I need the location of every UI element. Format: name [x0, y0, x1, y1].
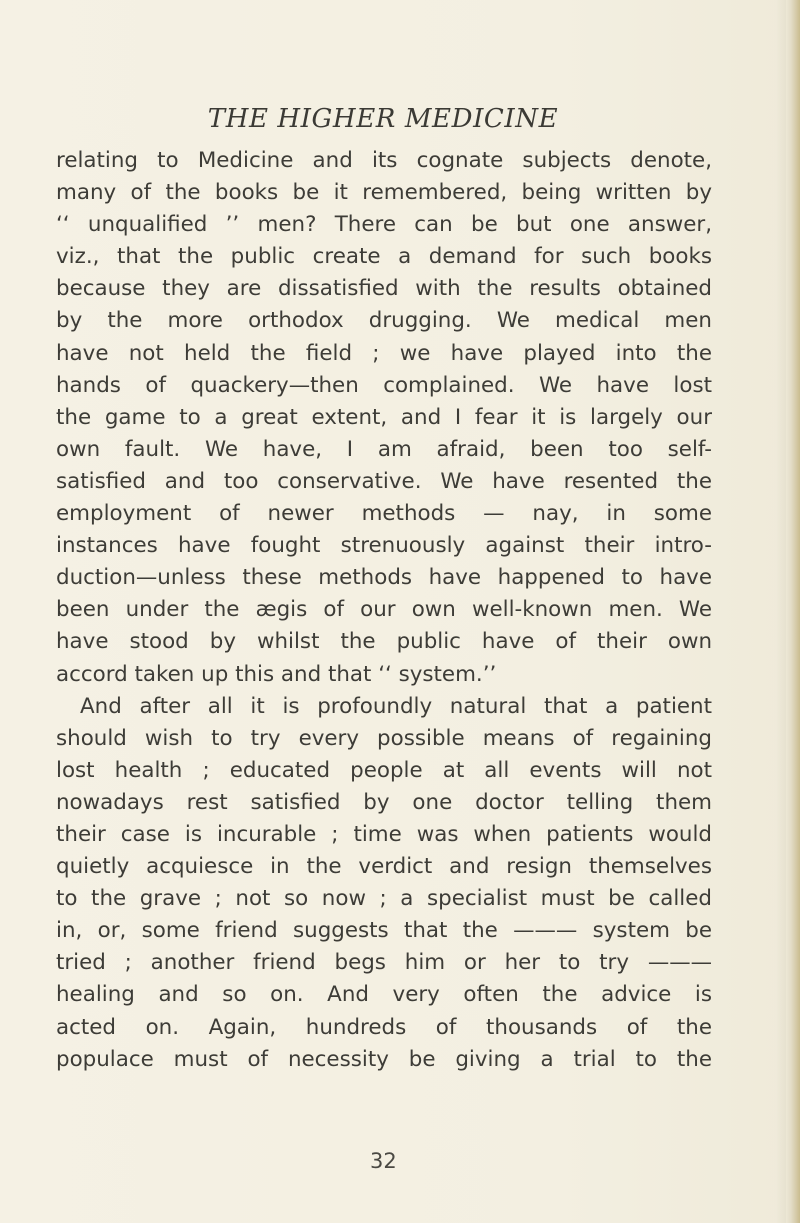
text-line: quietly acquiesce in the verdict and resign themselves: [56, 854, 712, 880]
text-line: employment of newer methods — nay, in some: [56, 501, 712, 527]
text-line: accord taken up this and that ‘‘ system.’’: [56, 661, 497, 687]
text-line: acted on. Again, hundreds of thousands of the: [56, 1014, 712, 1040]
text-line: in, or, some friend suggests that the ——— system be: [56, 918, 712, 944]
text-line: many of the books be it remembered, being written by: [56, 180, 712, 206]
body-text: [56, 145, 712, 1076]
text-line: been under the ægis of our own well-known men. We: [56, 597, 712, 623]
text-line: And after all it is profoundly natural that a patient: [80, 693, 712, 719]
text-line: populace must of necessity be giving a trial to the: [56, 1046, 712, 1072]
text-line: healing and so on. And very often the advice is: [56, 982, 712, 1008]
page-edge: [786, 0, 800, 1223]
running-head: THE HIGHER MEDICINE: [207, 104, 559, 134]
page-edge-shadow: [776, 0, 786, 1223]
text-line: relating to Medicine and its cognate subjects denote,: [56, 148, 712, 173]
text-line: satisfied and too conservative. We have resented the: [56, 468, 712, 494]
page-number: 32: [370, 1149, 397, 1173]
text-line: because they are dissatisfied with the results obtained: [56, 276, 712, 302]
text-line: viz., that the public create a demand for such books: [56, 244, 712, 270]
text-line: their case is incurable ; time was when patients would: [56, 821, 712, 847]
text-line: tried ; another friend begs him or her to try ———: [56, 950, 712, 976]
text-line: duction—unless these methods have happened to have: [56, 565, 712, 591]
text-line: hands of quackery—then complained. We have lost: [56, 372, 712, 398]
text-line: should wish to try every possible means of regaining: [56, 725, 712, 751]
text-line: have not held the field ; we have played into the: [56, 340, 712, 366]
text-line: have stood by whilst the public have of their own: [56, 629, 712, 655]
text-line: nowadays rest satisfied by one doctor telling them: [56, 789, 712, 815]
text-line: by the more orthodox drugging. We medical men: [56, 308, 712, 334]
text-line: lost health ; educated people at all events will not: [56, 757, 712, 783]
text-line: instances have fought strenuously against their intro-: [56, 533, 712, 559]
text-line: to the grave ; not so now ; a specialist must be called: [56, 886, 712, 912]
text-line: own fault. We have, I am afraid, been too self-: [56, 436, 712, 462]
text-line: the game to a great extent, and I fear it is largely our: [56, 404, 712, 430]
text-line: ‘‘ unqualified ’’ men? There can be but one answer,: [56, 212, 712, 238]
